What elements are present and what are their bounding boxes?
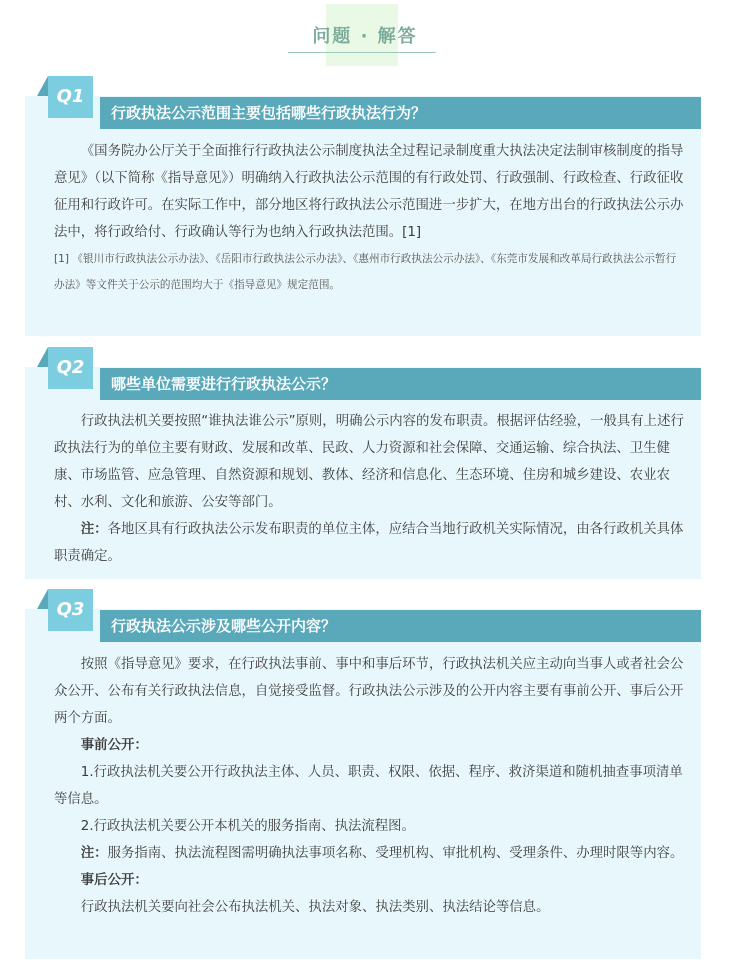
question-number: Q3 (56, 599, 85, 620)
question-tab-2 (37, 347, 93, 389)
post-disclosure-heading: 事后公开： (80, 873, 148, 888)
tab-fold (37, 76, 48, 96)
answer-3 (54, 651, 684, 921)
tab-fold (37, 589, 48, 609)
question-tab-1 (37, 76, 93, 118)
page-header (0, 0, 730, 70)
note-label: 注： (80, 522, 108, 537)
answer-note (54, 516, 684, 570)
answer-1 (54, 138, 684, 298)
page-title: 问题 · 解答 (312, 26, 418, 47)
question-title-2: 哪些单位需要进行行政执法公示？ (111, 375, 337, 393)
note-text: 服务指南、执法流程图需明确执法事项名称、受理机构、审批机构、受理条件、办理时限等内容。 (107, 846, 684, 861)
answer-note (54, 840, 684, 867)
pre-disclosure-heading: 事前公开： (80, 738, 148, 753)
question-tab-3 (37, 589, 93, 631)
footnote: [1] 《银川市行政执法公示办法》、《岳阳市行政执法公示办法》、《惠州市行政执法公示办法》、《东莞市发展和改革局行政执法公示暂行办法》等文件关于公示的范围均大于《指导意见》规定范围。 (54, 253, 677, 291)
answer-paragraph: 行政执法机关要按照“谁执法谁公示”原则，明确公示内容的发布职责。根据评估经验，一般具有上述行政执法行为的单位主要有财政、发展和改革、民政、人力资源和社会保障、交通运输、综合执法、卫生健康、市场监管、应急管理、自然资源和规划、教体、经济和信息化、生态环境、住房和城乡建设、农业农村、水利、文化和旅游、公安等部门。 (54, 414, 684, 510)
question-title-3: 行政执法公示涉及哪些公开内容？ (111, 617, 337, 635)
question-number: Q1 (56, 86, 85, 107)
note-label: 注： (80, 846, 108, 861)
answer-paragraph: 《国务院办公厅关于全面推行行政执法公示制度执法全过程记录制度重大执法决定法制审核制度的指导意见》（以下简称《指导意见》）明确纳入行政执法公示范围的有行政处罚、行政强制、行政检查、行政征收征用和行政许可。在实际工作中，部分地区将行政执法公示范围进一步扩大，在地方出台的行政执法公示办法中，将行政给付、行政确认等行为也纳入行政执法范围。[1] (54, 144, 684, 240)
pre-disclosure-item-1: 1.行政执法机关要公开行政执法主体、人员、职责、权限、依据、程序、救济渠道和随机抽查事项清单等信息。 (54, 765, 683, 807)
answer-2 (54, 408, 684, 570)
answer-paragraph: 按照《指导意见》要求，在行政执法事前、事中和事后环节，行政执法机关应主动向当事人或者社会公众公开、公布有关行政执法信息，自觉接受监督。行政执法公示涉及的公开内容主要有事前公开、事后公开两个方面。 (54, 657, 684, 726)
pre-disclosure-item-2: 2.行政执法机关要公开本机关的服务指南、执法流程图。 (80, 819, 415, 834)
note-text: 各地区具有行政执法公示发布职责的单位主体，应结合当地行政机关实际情况，由各行政机关具体职责确定。 (54, 522, 684, 564)
question-title-1: 行政执法公示范围主要包括哪些行政执法行为？ (111, 104, 427, 122)
header-underline (288, 52, 436, 53)
post-disclosure-item: 行政执法机关要向社会公布执法机关、执法对象、执法类别、执法结论等信息。 (80, 900, 550, 915)
tab-fold (37, 347, 48, 367)
question-number: Q2 (56, 357, 85, 378)
